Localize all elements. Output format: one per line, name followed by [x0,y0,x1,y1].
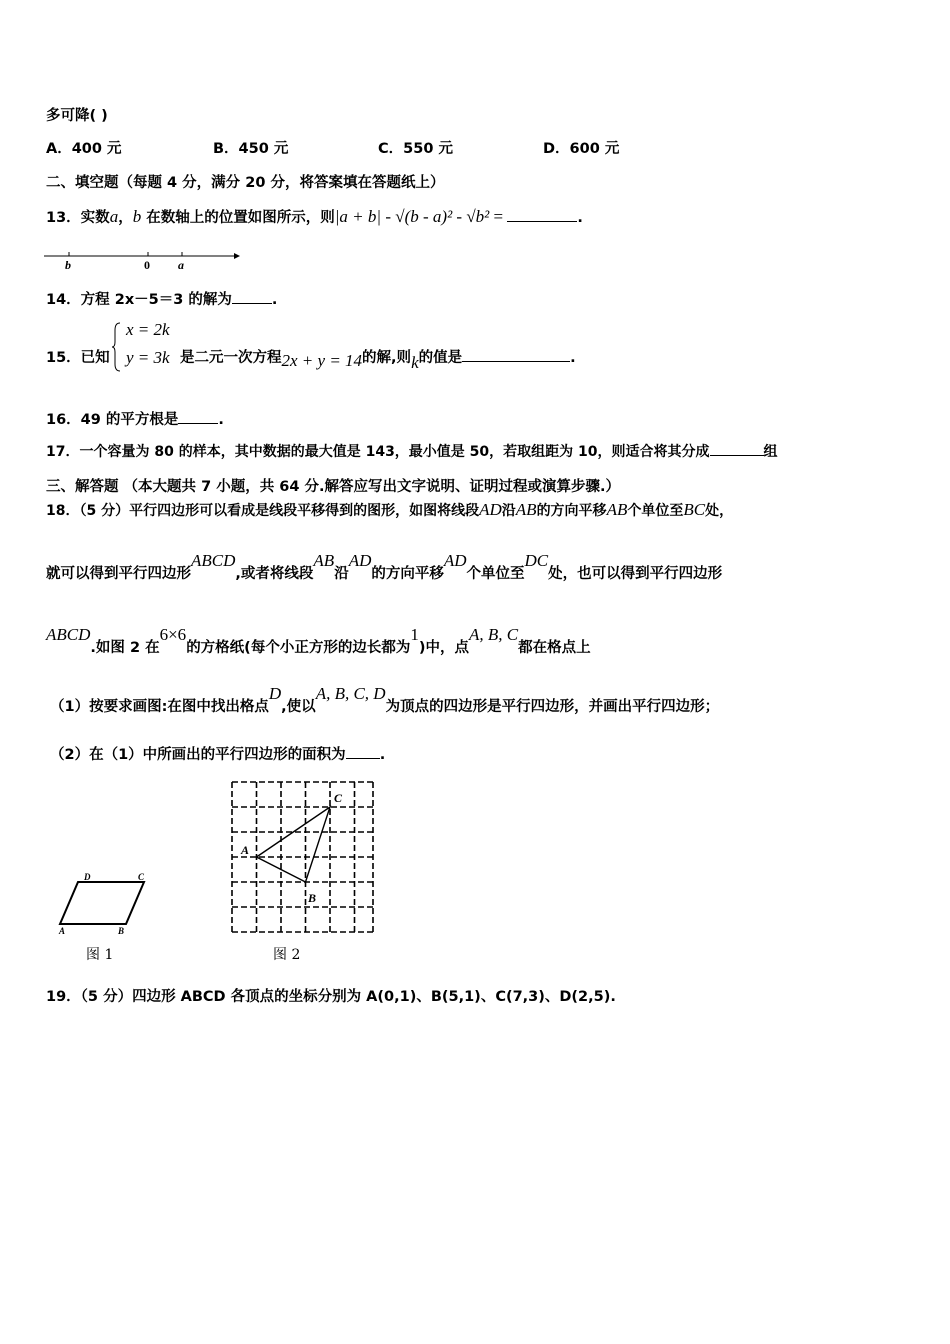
q13-minus-1: - [381,207,396,226]
q18-sub2-text: （2）在（1）中所画出的平行四边形的面积为 [50,747,346,763]
q18-para-abcd: ABCD [191,551,236,570]
q13-prefix: 13．实数 [46,210,110,226]
figure-1-parallelogram [56,868,156,938]
q13-minus-2: - [452,207,467,226]
number-line-arrow [234,253,240,259]
label-0: 0 [144,258,150,272]
q15-mid3: 的值是 [418,350,463,366]
fig2-label-b: B [308,891,317,905]
parallelogram-shape [60,882,144,924]
q18-seg-ab-2: AB [606,500,628,519]
q14-suffix: . [271,292,278,308]
q18-unit: 1 [410,625,419,644]
q15-equation: 2x + y = 14 [281,351,363,370]
q18-line3-a: .如图 2 在 [90,640,160,656]
q13-middle: 在数轴上的位置如图所示，则 [141,210,335,226]
q18-line2-d: 的方向平移 [371,566,444,582]
q18-line2 [46,551,723,583]
q15-mid2: 的解,则 [362,350,412,366]
triangle-abc [257,807,331,882]
q14-answer-blank [232,289,272,304]
q14 [46,288,277,309]
q12-option-a: A．400 元 [46,141,122,157]
q15-system-line1: x = 2k [126,320,170,339]
q13-expr-sqrt1: √(b - a)² [395,207,453,226]
q15-rest [180,346,576,372]
section2-title: 二、填空题（每题 4 分，满分 20 分，将答案填在答题纸上） [46,175,445,191]
q13 [46,206,583,227]
label-b: b [65,258,71,272]
q18-line2-f: 处，也可以得到平行四边形 [548,566,723,582]
q18-line3-c: )中，点 [418,640,469,656]
q13-suffix: . [577,210,583,226]
q17-suffix: 组 [763,444,778,460]
figure-2-grid [228,778,378,938]
q18-line1 [46,500,733,520]
q16-suffix: . [218,412,224,428]
q18-line1-a: 18．（5 分）平行四边形可以看成是线段平移得到的图形，如图将线段 [46,503,480,519]
q18-sub1-b: ,使以 [281,699,316,715]
q14-text: 14．方程 2x－5＝3 的解为 [46,292,232,308]
q18-line2-b: ,或者将线段 [235,566,314,582]
q18-sub1-a: （1）按要求画图:在图中找出格点 [50,699,269,715]
q18-sub1 [50,684,720,716]
q18-line3-d: 都在格点上 [518,640,591,656]
q18-seg2-ab: AB [313,551,335,570]
section3-title: 三、解答题 （本大题共 7 小题，共 64 分.解答应写出文字说明、证明过程或演算步骤.） [46,479,621,495]
fig1-label-c: C [138,872,145,882]
q18-seg2-dc: DC [524,551,549,570]
q15-mid1: 是二元一次方程 [180,350,282,366]
q13-answer-blank [507,207,577,222]
q18-seg-ad: AD [479,500,502,519]
q18-sub2-suffix: . [379,747,386,763]
q13-var-b: b [132,207,142,226]
q18-points-abc: A, B, C [468,625,519,644]
q18-sub2 [50,743,385,764]
number-line [44,246,244,272]
q18-line2-a: 就可以得到平行四边形 [46,566,191,582]
q12-option-b: B．450 元 [213,141,289,157]
q18-seg-ab: AB [515,500,537,519]
figure-2-caption: 图 2 [273,947,301,963]
q15-prefix: 15．已知 [46,350,110,366]
q12-option-d: D．600 元 [543,141,620,157]
q16-text: 16．49 的平方根是 [46,412,179,428]
q13-var-a: a [109,207,119,226]
q13-expr-sqrt2: √b² [466,207,490,226]
q15-brace [112,322,122,372]
q18-line2-e: 个单位至 [466,566,525,582]
fig1-label-a: A [59,926,66,936]
q13-sep: ， [118,210,133,226]
fig2-label-c: C [334,791,343,805]
q18-line1-e: 处， [705,503,734,519]
q18-points-abcd: A, B, C, D [315,684,386,703]
q18-line3-b: 的方格纸(每个小正方形的边长都为 [186,640,411,656]
q18-line2-c: 沿 [334,566,349,582]
q18-line1-d: 个单位至 [627,503,684,519]
q13-equals: = [489,207,508,226]
q15-system-line2: y = 3k [126,348,170,367]
q16-answer-blank [178,409,218,424]
q18-grid-size: 6×6 [159,625,187,644]
q18-para-abcd-2: ABCD [46,625,91,644]
q18-seg2-ad-2: AD [443,551,467,570]
q17 [46,441,778,461]
q15-answer-blank [462,347,570,362]
q18-sub1-c: 为顶点的四边形是平行四边形，并画出平行四边形； [385,699,720,715]
q16 [46,408,224,429]
q17-answer-blank [710,441,764,456]
q18-line3 [46,625,591,657]
q17-text: 17．一个容量为 80 的样本，其中数据的最大值是 143，最小值是 50，若取组距为 10，则适合将其分成 [46,444,710,460]
q18-line1-c: 的方向平移 [536,503,607,519]
figure-1-caption: 图 1 [86,947,114,963]
label-a: a [178,258,184,272]
grid-lines [232,782,373,932]
q12-tail: 多可降( ) [46,108,108,124]
q18-point-d: D [268,684,282,703]
q15-suffix: . [570,350,576,366]
fig1-label-d: D [84,872,91,882]
q12-option-c: C．550 元 [378,141,453,157]
q13-expr-abs: |a + b| [334,207,382,226]
fig1-label-b: B [118,926,125,936]
q18-seg-bc: BC [683,500,706,519]
q18-seg2-ad: AD [348,551,372,570]
q18-sub2-blank [346,744,380,759]
fig2-label-a: A [241,843,250,857]
q15-var-k: k [411,353,419,372]
q19: 19．（5 分）四边形 ABCD 各顶点的坐标分别为 A(0,1)、B(5,1)、C(7,3)、D(2,5). [46,989,616,1005]
q18-line1-b: 沿 [501,503,516,519]
